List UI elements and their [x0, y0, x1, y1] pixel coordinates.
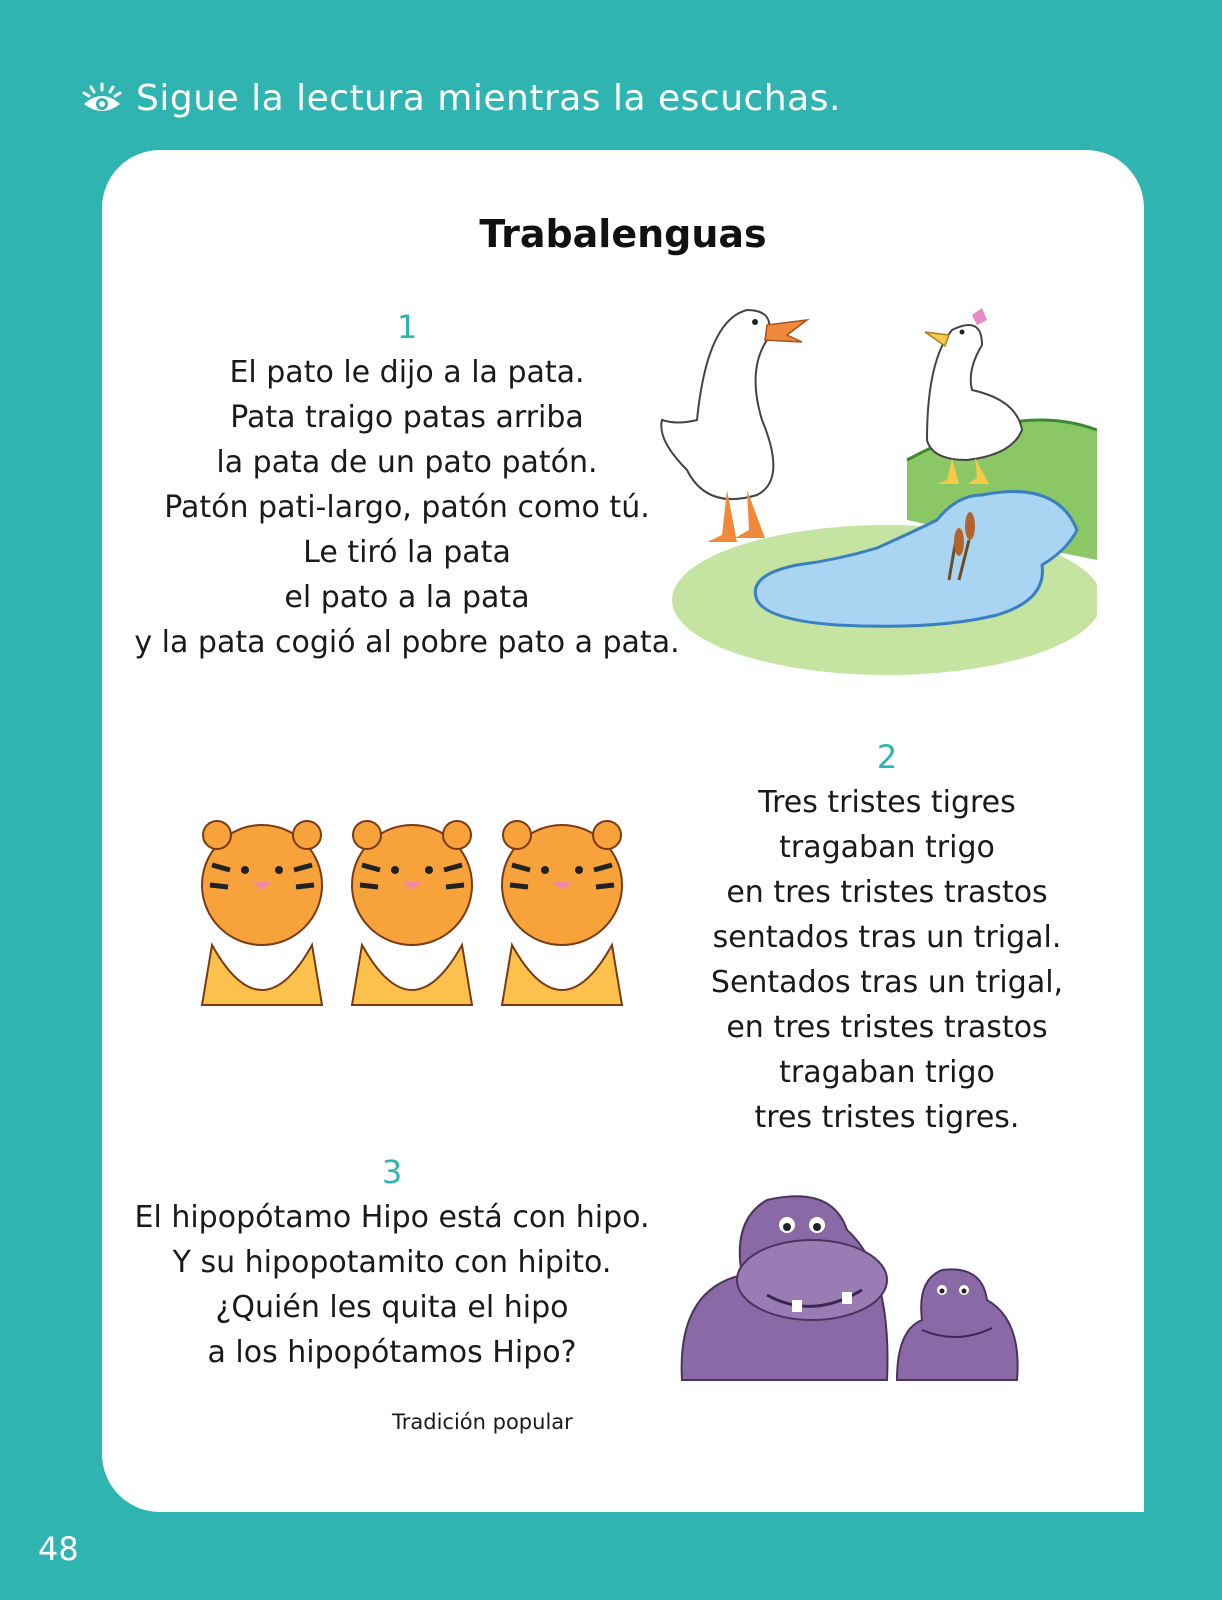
instruction-text: Sigue la lectura mientras la escuchas. [136, 78, 841, 119]
poem-line: la pata de un pato patón. [216, 445, 598, 480]
poem-line: Y su hipopotamito con hipito. [172, 1245, 612, 1280]
poem-line: en tres tristes trastos [726, 875, 1048, 910]
ducks-pond-illustration [637, 280, 1097, 680]
poem-line: El pato le dijo a la pata. [229, 355, 585, 390]
poem-2 [687, 735, 1087, 1140]
poem-line: tres tristes tigres. [754, 1100, 1020, 1135]
page-title: Trabalenguas [479, 212, 767, 256]
poem-line: El hipopótamo Hipo está con hipo. [134, 1200, 650, 1235]
poem-line: Le tiró la pata [303, 535, 511, 570]
poem-line: Pata traigo patas arriba [230, 400, 584, 435]
poem-number: 2 [876, 738, 898, 776]
eye-icon [82, 82, 122, 116]
poem-line: tragaban trigo [779, 830, 995, 865]
instruction-header [82, 78, 841, 119]
poem-line: a los hipopótamos Hipo? [207, 1335, 577, 1370]
poem-1 [122, 305, 692, 665]
poem-line: y la pata cogió al pobre pato a pata. [134, 625, 680, 660]
poem-line: en tres tristes trastos [726, 1010, 1048, 1045]
page-number: 48 [38, 1530, 79, 1568]
poem-line: tragaban trigo [779, 1055, 995, 1090]
poem-line: ¿Quién les quita el hipo [215, 1290, 569, 1325]
poem-number: 3 [381, 1153, 403, 1191]
poem-line: Patón pati-largo, patón como tú. [164, 490, 650, 525]
content-card [102, 150, 1144, 1512]
tiger-figure [202, 821, 322, 1005]
poem-line: el pato a la pata [284, 580, 530, 615]
poem-line: sentados tras un trigal. [712, 920, 1062, 955]
poem-line: Sentados tras un trigal, [710, 965, 1064, 1000]
hippos-illustration [672, 1180, 1042, 1390]
source-credit: Tradición popular [392, 1410, 573, 1434]
poem-line: Tres tristes tigres [758, 785, 1016, 820]
poem-3 [122, 1150, 662, 1375]
poem-number: 1 [396, 308, 418, 346]
tigers-illustration [182, 805, 642, 1025]
